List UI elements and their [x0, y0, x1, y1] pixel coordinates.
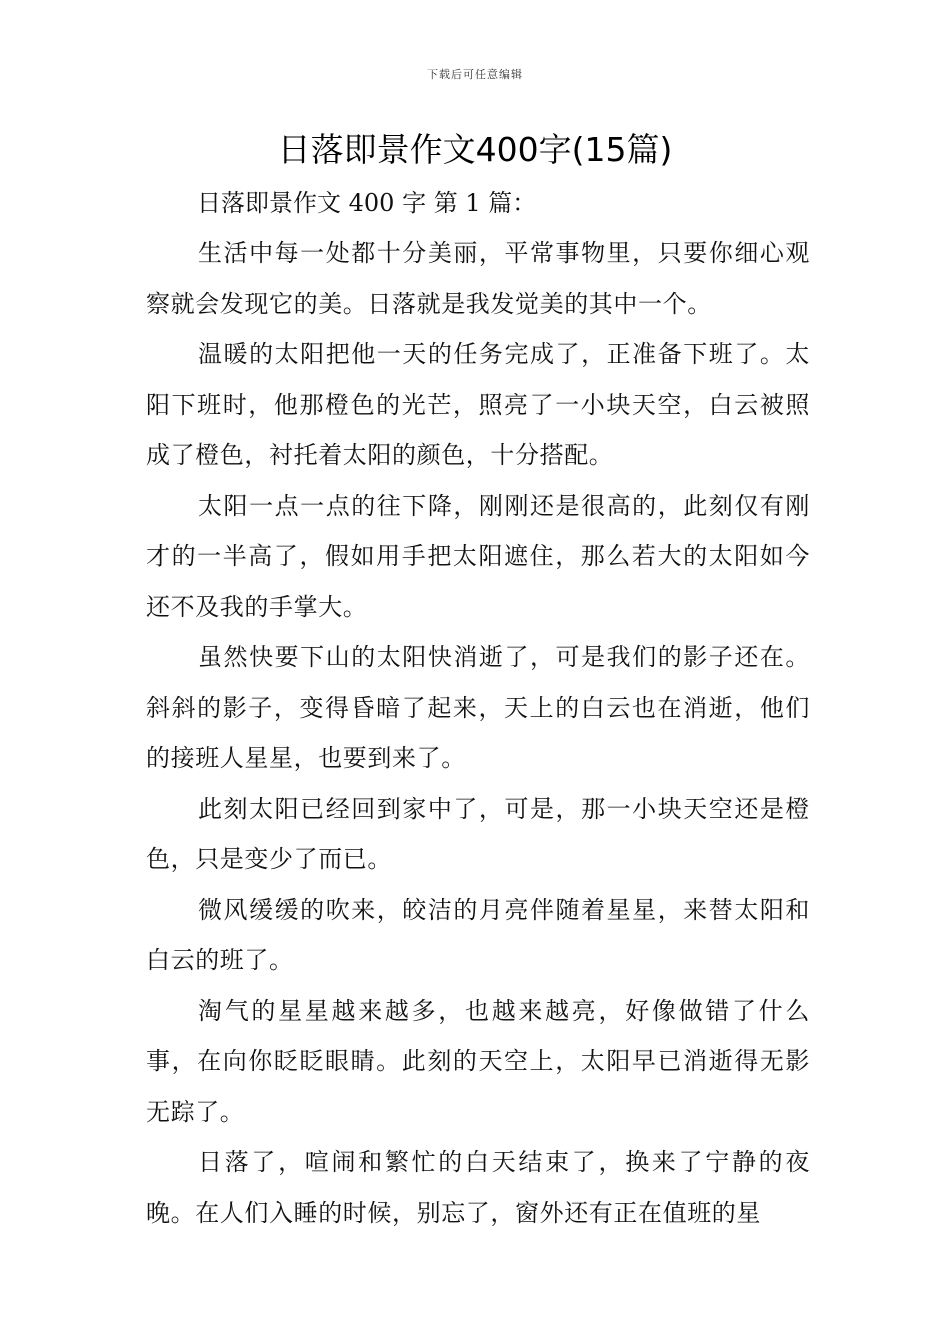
paragraph-7: 淘气的星星越来越多，也越来越亮，好像做错了什么事，在向你眨眨眼睛。此刻的天空上，太阳早已消逝得无影无踪了。 [146, 996, 810, 1126]
paragraph-2: 温暖的太阳把他一天的任务完成了，正准备下班了。太阳下班时，他那橙色的光芒，照亮了一小块天空，白云被照成了橙色，衬托着太阳的颜色，十分搭配。 [146, 340, 810, 469]
header-note: 下载后可任意编辑 [427, 68, 523, 81]
paragraph-5: 此刻太阳已经回到家中了，可是，那一小块天空还是橙色，只是变少了而已。 [146, 794, 810, 873]
paragraph-1: 生活中每一处都十分美丽，平常事物里，只要你细心观察就会发现它的美。日落就是我发觉美的其中一个。 [146, 239, 810, 318]
paragraph-3: 太阳一点一点的往下降，刚刚还是很高的，此刻仅有刚才的一半高了，假如用手把太阳遮住，那么若大的太阳如今还不及我的手掌大。 [146, 491, 810, 621]
document-title: 日落即景作文400字(15篇) [277, 130, 673, 169]
paragraph-8: 日落了，喧闹和繁忙的白天结束了，换来了宁静的夜晚。在人们入睡的时候，别忘了，窗外还有正在值班的星 [146, 1148, 810, 1227]
paragraph-6: 微风缓缓的吹来，皎洁的月亮伴随着星星，来替太阳和白云的班了。 [146, 895, 810, 974]
document-body [146, 178, 810, 1238]
section-subtitle: 日落即景作文 400 字 第 1 篇： [197, 189, 537, 217]
paragraph-4: 虽然快要下山的太阳快消逝了，可是我们的影子还在。斜斜的影子，变得昏暗了起来，天上的白云也在消逝，他们的接班人星星，也要到来了。 [146, 643, 810, 772]
